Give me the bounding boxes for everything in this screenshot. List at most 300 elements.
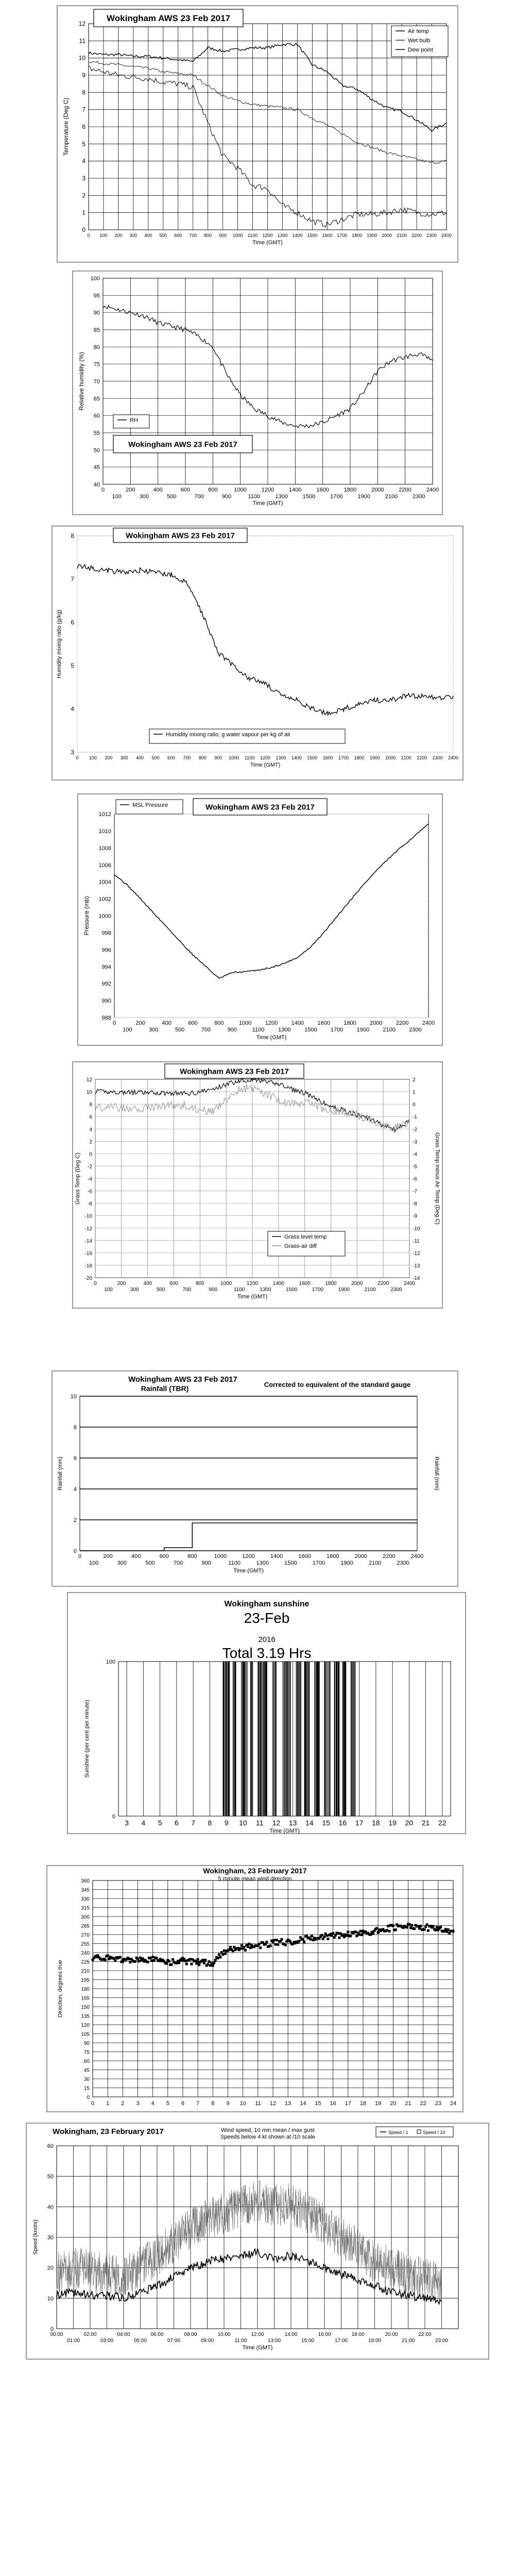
legend-entry: Humidity mixing ratio, g water vapour per kg of air xyxy=(166,732,291,738)
x-tick-label: 900 xyxy=(209,1287,218,1293)
x-tick-label: 1900 xyxy=(369,755,380,760)
direction-point xyxy=(248,1943,250,1945)
x-tick-label: 08:00 xyxy=(184,2332,197,2337)
y-axis-title: Pressure (mb) xyxy=(83,896,90,936)
y-tick-label: 70 xyxy=(93,379,100,385)
x-tick-label: 19 xyxy=(375,2100,382,2107)
y2-tick-label: -3 xyxy=(413,1139,417,1145)
x-tick-label: 200 xyxy=(114,233,123,238)
x-tick-label: 700 xyxy=(173,1560,183,1566)
x-tick-label: 600 xyxy=(167,755,176,760)
x-tick-label: 600 xyxy=(180,487,191,493)
x-tick-label: 800 xyxy=(198,755,207,760)
direction-point xyxy=(342,1934,345,1936)
y-tick-label: 3 xyxy=(82,175,85,182)
y-tick-label: 0 xyxy=(50,2326,54,2332)
x-tick-label: 100 xyxy=(89,755,97,760)
y-tick-label: 992 xyxy=(101,981,111,988)
x-tick-label: 100 xyxy=(112,494,122,500)
x-tick-label: 1200 xyxy=(262,233,273,238)
humidity-chart xyxy=(72,270,443,515)
direction-point xyxy=(265,1941,268,1943)
y-tick-label: 40 xyxy=(47,2204,54,2211)
x-tick-label: 2200 xyxy=(396,1020,409,1026)
direction-point xyxy=(228,1948,230,1951)
y-tick-label: 4 xyxy=(89,1127,92,1133)
direction-point xyxy=(139,1956,142,1959)
direction-point xyxy=(249,1946,252,1949)
y-tick-label: 10 xyxy=(78,54,85,62)
x-tick-label: 4 xyxy=(151,2100,154,2107)
x-tick-label: 1400 xyxy=(270,1553,283,1560)
x-tick-label: 900 xyxy=(221,494,232,500)
direction-point xyxy=(388,1930,391,1933)
y-tick-label: 60 xyxy=(47,2143,54,2149)
y-tick-label: 6 xyxy=(73,1455,77,1462)
x-tick-label: 1500 xyxy=(302,494,316,500)
x-tick-label: 2100 xyxy=(397,233,407,238)
x-tick-label: 8 xyxy=(211,2100,215,2107)
x-tick-label: 18:00 xyxy=(351,2332,365,2337)
x-tick-label: 100 xyxy=(99,233,108,238)
y-tick-label: 345 xyxy=(81,1887,90,1893)
x-tick-label: 400 xyxy=(143,1281,152,1286)
y-tick-label: 2 xyxy=(73,1517,77,1523)
y-tick-label: 210 xyxy=(81,1969,90,1974)
y2-tick-label: -14 xyxy=(413,1276,420,1281)
x-tick-label: 1300 xyxy=(260,1287,271,1293)
direction-point xyxy=(258,1943,261,1945)
direction-point xyxy=(269,1944,272,1947)
x-tick-label: 1000 xyxy=(238,1020,252,1026)
x-tick-label: 21 xyxy=(421,1819,430,1827)
x-tick-label: 1100 xyxy=(247,233,258,238)
y-tick-label: 994 xyxy=(101,964,111,971)
x-tick-label: 1000 xyxy=(232,233,243,238)
x-tick-label: 700 xyxy=(189,233,197,238)
y-tick-label: 75 xyxy=(83,2049,90,2056)
chart-title: Wokingham AWS 23 Feb 2017 xyxy=(107,13,230,24)
direction-point xyxy=(387,1925,389,1927)
x-tick-label: 300 xyxy=(149,1027,159,1033)
y-tick-label: 11 xyxy=(79,37,85,45)
x-tick-label: 0 xyxy=(101,487,105,493)
y-tick-label: 10 xyxy=(70,1394,77,1400)
chart-date: 23-Feb xyxy=(244,1610,290,1626)
legend xyxy=(113,415,149,428)
x-tick-label: 500 xyxy=(151,755,160,760)
y-tick-label: 105 xyxy=(81,2031,90,2038)
x-tick-label: 09:00 xyxy=(200,2338,214,2344)
y-tick-label: -2 xyxy=(88,1164,92,1170)
sunshine-chart xyxy=(67,1592,466,1834)
x-tick-label: 100 xyxy=(104,1287,113,1293)
x-tick-label: 2300 xyxy=(397,1560,409,1566)
y-tick-label: -10 xyxy=(84,1213,92,1219)
x-tick-label: 17 xyxy=(355,1819,364,1827)
y-tick-label: 1008 xyxy=(98,845,111,852)
y-tick-label: 1010 xyxy=(98,828,111,835)
direction-point xyxy=(423,1928,426,1931)
x-tick-label: 1700 xyxy=(338,755,349,760)
x-tick-label: 12 xyxy=(272,1819,281,1827)
direction-point xyxy=(146,1961,149,1963)
y-tick-label: 80 xyxy=(93,344,100,351)
x-tick-label: 22:00 xyxy=(418,2332,432,2337)
y-tick-label: 40 xyxy=(93,482,100,488)
x-tick-label: 900 xyxy=(227,1027,237,1033)
direction-point xyxy=(149,1957,151,1959)
x-tick-label: 800 xyxy=(214,1020,224,1026)
y-tick-label: 360 xyxy=(81,1878,90,1884)
y-tick-label: 990 xyxy=(101,998,111,1005)
y-axis-title: Humidity mixing ratio (g/kg) xyxy=(56,609,62,679)
y2-tick-label: -12 xyxy=(413,1250,420,1257)
x-tick-label: 11:00 xyxy=(234,2338,247,2344)
direction-point xyxy=(244,1949,247,1952)
x-tick-label: 22 xyxy=(420,2100,426,2107)
direction-point xyxy=(233,1946,235,1948)
x-tick-label: 200 xyxy=(103,1553,113,1560)
y-tick-label: 8 xyxy=(73,1425,77,1431)
direction-point xyxy=(452,1930,455,1933)
y2-tick-label: 1 xyxy=(413,1090,416,1096)
y-tick-label: 30 xyxy=(83,2077,90,2082)
direction-point xyxy=(334,1934,337,1937)
direction-point xyxy=(142,1957,144,1960)
x-tick-label: 23 xyxy=(435,2100,441,2107)
y-tick-label: 1012 xyxy=(98,811,111,818)
y2-tick-label: -8 xyxy=(413,1201,417,1207)
legend-entry: Speed / 1 xyxy=(388,2130,408,2135)
x-axis-title: Time (GMT) xyxy=(237,1294,268,1300)
x-tick-label: 1700 xyxy=(312,1560,325,1566)
direction-point xyxy=(394,1928,397,1931)
direction-point xyxy=(323,1936,325,1938)
x-tick-label: 1100 xyxy=(244,755,255,760)
y2-tick-label: -10 xyxy=(413,1226,420,1232)
y-tick-label: 180 xyxy=(81,1987,90,1992)
direction-point xyxy=(107,1954,109,1957)
y-axis-title: Sunshine (per cent per minute) xyxy=(84,1700,90,1778)
x-tick-label: 2000 xyxy=(370,1020,383,1026)
direction-point xyxy=(439,1926,442,1928)
y-tick-label: 8 xyxy=(71,532,74,539)
x-tick-label: 700 xyxy=(182,1287,192,1293)
legend-entry: Air temp xyxy=(408,28,429,35)
y-tick-label: 50 xyxy=(47,2174,54,2180)
x-tick-label: 00:00 xyxy=(50,2332,63,2337)
x-tick-label: 7 xyxy=(196,2100,200,2107)
x-tick-label: 800 xyxy=(204,233,212,238)
x-tick-label: 19:00 xyxy=(368,2338,382,2344)
direction-point xyxy=(435,1929,437,1931)
direction-point xyxy=(360,1934,363,1936)
x-tick-label: 16 xyxy=(330,2100,336,2107)
x-tick-label: 8 xyxy=(208,1819,212,1827)
y-axis-title: Relative humidity (%) xyxy=(78,352,85,411)
x-tick-label: 2300 xyxy=(426,233,437,238)
wind-speed-chart xyxy=(26,2123,489,2360)
x-tick-label: 400 xyxy=(131,1553,141,1560)
x-tick-label: 900 xyxy=(214,755,222,760)
x-tick-label: 2 xyxy=(121,2100,125,2107)
direction-point xyxy=(369,1934,372,1936)
direction-point xyxy=(223,1950,226,1952)
direction-point xyxy=(198,1963,200,1966)
y2-axis-title: Grass Temp minus Air Temp (Deg C) xyxy=(434,1132,440,1225)
direction-point xyxy=(311,1935,313,1937)
direction-point xyxy=(119,1956,122,1958)
x-tick-label: 2300 xyxy=(432,755,443,760)
x-tick-label: 400 xyxy=(162,1020,171,1026)
direction-point xyxy=(189,1958,192,1960)
x-tick-label: 1900 xyxy=(367,233,377,238)
x-tick-label: 3 xyxy=(136,2100,140,2107)
direction-point xyxy=(359,1930,362,1933)
direction-point xyxy=(331,1935,333,1937)
direction-point xyxy=(386,1929,388,1931)
y-tick-label: 0 xyxy=(112,1814,115,1820)
y-tick-label: 4 xyxy=(82,157,85,165)
x-tick-label: 500 xyxy=(175,1027,185,1033)
x-tick-label: 2400 xyxy=(422,1020,435,1026)
direction-point xyxy=(392,1925,394,1927)
x-tick-label: 1300 xyxy=(277,233,288,238)
direction-point xyxy=(432,1925,435,1927)
y-tick-label: 7 xyxy=(71,575,74,583)
x-tick-label: 200 xyxy=(105,755,113,760)
direction-point xyxy=(444,1928,447,1930)
direction-point xyxy=(184,1960,186,1962)
direction-point xyxy=(171,1958,174,1961)
x-tick-label: 1400 xyxy=(292,233,303,238)
y-tick-label: 9 xyxy=(82,72,85,79)
x-tick-label: 03:00 xyxy=(100,2338,114,2344)
x-tick-label: 2200 xyxy=(399,487,411,493)
y-tick-label: 4 xyxy=(71,705,74,713)
y-tick-label: 150 xyxy=(81,2005,90,2010)
x-tick-label: 1200 xyxy=(265,1020,278,1026)
y-tick-label: 30 xyxy=(47,2234,54,2241)
legend-entry: Wet bulb xyxy=(408,38,431,44)
legend-entry: Dew point xyxy=(408,47,433,53)
x-tick-label: 10 xyxy=(239,1819,247,1827)
y-tick-label: 7 xyxy=(82,106,85,113)
y-tick-label: 195 xyxy=(81,1977,90,1984)
direction-point xyxy=(194,1960,197,1962)
direction-point xyxy=(338,1937,340,1939)
x-tick-label: 18 xyxy=(359,2100,367,2107)
x-tick-label: 17:00 xyxy=(334,2338,348,2344)
x-tick-label: 2200 xyxy=(377,1281,389,1286)
direction-point xyxy=(320,1934,323,1937)
x-tick-label: 9 xyxy=(226,2100,230,2107)
direction-point xyxy=(221,1953,224,1956)
x-tick-label: 1100 xyxy=(252,1027,265,1033)
x-tick-label: 400 xyxy=(136,755,144,760)
y-tick-label: 15 xyxy=(83,2086,90,2092)
direction-point xyxy=(203,1962,205,1964)
chart-subtitle: 5 minute mean wind direction xyxy=(218,1876,292,1882)
y-tick-label: 6 xyxy=(82,123,85,130)
y-tick-label: 300 xyxy=(81,1914,90,1920)
x-tick-label: 20:00 xyxy=(385,2332,398,2337)
x-tick-label: 1100 xyxy=(233,1287,245,1293)
direction-point xyxy=(418,1927,421,1930)
x-tick-label: 0 xyxy=(91,2100,95,2107)
x-tick-label: 500 xyxy=(145,1560,155,1566)
direction-point xyxy=(406,1926,408,1928)
direction-point xyxy=(327,1938,329,1940)
x-tick-label: 900 xyxy=(201,1560,211,1566)
x-tick-label: 1 xyxy=(106,2100,110,2107)
x-tick-label: 13:00 xyxy=(267,2338,281,2344)
y-tick-label: 55 xyxy=(93,430,100,436)
x-tick-label: 07:00 xyxy=(167,2338,181,2344)
y-tick-label: -8 xyxy=(88,1201,92,1207)
x-tick-label: 500 xyxy=(156,1287,165,1293)
x-tick-label: 20 xyxy=(405,1819,414,1827)
y-tick-label: 8 xyxy=(82,89,85,96)
x-tick-label: 1600 xyxy=(316,487,329,493)
direction-point xyxy=(281,1938,283,1941)
x-tick-label: 1000 xyxy=(234,487,247,493)
direction-point xyxy=(208,1960,211,1963)
y2-tick-label: -1 xyxy=(413,1114,417,1121)
y-tick-label: 90 xyxy=(93,310,100,316)
x-tick-label: 600 xyxy=(169,1281,178,1286)
chart-subtitle: Rainfall (TBR) xyxy=(141,1384,189,1393)
direction-point xyxy=(207,1963,209,1966)
x-tick-label: 1700 xyxy=(312,1287,324,1293)
y2-tick-label: -13 xyxy=(413,1263,420,1269)
x-tick-label: 2100 xyxy=(383,1027,396,1033)
x-tick-label: 500 xyxy=(159,233,167,238)
x-tick-label: 1700 xyxy=(337,233,348,238)
y-axis-title: Speed (knots) xyxy=(32,2219,39,2255)
x-tick-label: 200 xyxy=(117,1281,126,1286)
chart-title: Wokingham AWS 23 Feb 2017 xyxy=(128,1375,237,1384)
direction-point xyxy=(243,1946,246,1948)
x-tick-label: 800 xyxy=(187,1553,197,1560)
x-tick-label: 1600 xyxy=(299,1281,311,1286)
y-tick-label: -18 xyxy=(84,1263,92,1269)
y-tick-label: 330 xyxy=(81,1896,90,1902)
x-tick-label: 700 xyxy=(194,494,204,500)
x-tick-label: 1400 xyxy=(291,1020,304,1026)
y-tick-label: 225 xyxy=(81,1959,90,1965)
direction-point xyxy=(347,1930,349,1933)
x-tick-label: 1700 xyxy=(330,1027,344,1033)
x-tick-label: 20 xyxy=(390,2100,397,2107)
direction-point xyxy=(372,1933,374,1935)
y-tick-label: 998 xyxy=(101,930,111,937)
x-tick-label: 12:00 xyxy=(251,2332,264,2337)
chart-title: Wokingham AWS 23 Feb 2017 xyxy=(205,803,315,812)
x-tick-label: 02:00 xyxy=(83,2332,97,2337)
x-tick-label: 2000 xyxy=(385,755,396,760)
x-tick-label: 21 xyxy=(405,2100,411,2107)
direction-point xyxy=(217,1957,219,1959)
x-axis-title: Time (GMT) xyxy=(252,500,283,506)
direction-point xyxy=(426,1923,428,1926)
y-tick-label: 10 xyxy=(47,2295,54,2302)
x-axis-title: Time (GMT) xyxy=(242,2345,273,2351)
x-axis-title: Time (GMT) xyxy=(233,1568,264,1574)
x-tick-label: 3 xyxy=(125,1819,129,1827)
x-tick-label: 1000 xyxy=(229,755,239,760)
direction-point xyxy=(349,1935,352,1937)
x-tick-label: 2400 xyxy=(441,233,452,238)
x-tick-label: 400 xyxy=(153,487,163,493)
x-tick-label: 1800 xyxy=(352,233,363,238)
direction-point xyxy=(204,1959,207,1961)
direction-point xyxy=(224,1953,227,1955)
x-tick-label: 2000 xyxy=(351,1281,363,1286)
x-tick-label: 21:00 xyxy=(401,2338,415,2344)
direction-point xyxy=(409,1927,412,1929)
x-tick-label: 2300 xyxy=(409,1027,422,1033)
x-tick-label: 600 xyxy=(188,1020,198,1026)
y2-tick-label: -2 xyxy=(413,1127,417,1133)
direction-point xyxy=(325,1934,328,1937)
x-tick-label: 1900 xyxy=(340,1560,353,1566)
legend-swatch xyxy=(417,2130,421,2133)
temperature-chart xyxy=(57,5,458,263)
y-tick-label: 60 xyxy=(83,2059,90,2064)
chart-subtitle: Wind speed, 10 min mean / max gust xyxy=(221,2127,315,2133)
y2-tick-label: 0 xyxy=(413,1102,416,1108)
x-tick-label: 5 xyxy=(158,1819,162,1827)
x-tick-label: 2300 xyxy=(390,1287,402,1293)
direction-point xyxy=(114,1959,116,1962)
direction-point xyxy=(219,1956,221,1958)
y2-tick-label: -5 xyxy=(413,1164,417,1170)
x-tick-label: 1200 xyxy=(261,487,274,493)
y-tick-label: 1006 xyxy=(98,862,111,869)
x-tick-label: 1900 xyxy=(356,1027,370,1033)
y-tick-label: 255 xyxy=(81,1941,90,1947)
x-tick-label: 1600 xyxy=(322,233,333,238)
direction-point xyxy=(153,1959,156,1962)
x-tick-label: 900 xyxy=(219,233,227,238)
y-tick-label: 90 xyxy=(83,2041,90,2046)
x-tick-label: 2100 xyxy=(385,494,398,500)
x-tick-label: 18 xyxy=(372,1819,380,1827)
x-tick-label: 16:00 xyxy=(318,2332,331,2337)
y-tick-label: 85 xyxy=(93,327,100,333)
x-tick-label: 300 xyxy=(129,233,138,238)
direction-point xyxy=(332,1932,334,1935)
direction-point xyxy=(427,1929,430,1932)
chart-title: Wokingham AWS 23 Feb 2017 xyxy=(126,531,235,540)
y-tick-label: 1004 xyxy=(98,879,111,886)
chart-title: Wokingham, 23 February 2017 xyxy=(53,2127,164,2136)
wind-direction-chart xyxy=(46,1865,464,2112)
direction-point xyxy=(247,1945,249,1948)
y-tick-label: 0 xyxy=(73,1548,77,1554)
x-tick-label: 1200 xyxy=(242,1553,255,1560)
x-tick-label: 14 xyxy=(305,1819,314,1827)
y-axis-title: Grass Temp (Deg C) xyxy=(75,1153,81,1205)
mixing-ratio-chart xyxy=(52,526,464,781)
direction-point xyxy=(214,1959,217,1961)
x-tick-label: 1400 xyxy=(272,1281,284,1286)
direction-point xyxy=(104,1959,107,1961)
x-tick-label: 1300 xyxy=(278,1027,291,1033)
x-tick-label: 1500 xyxy=(284,1560,297,1566)
